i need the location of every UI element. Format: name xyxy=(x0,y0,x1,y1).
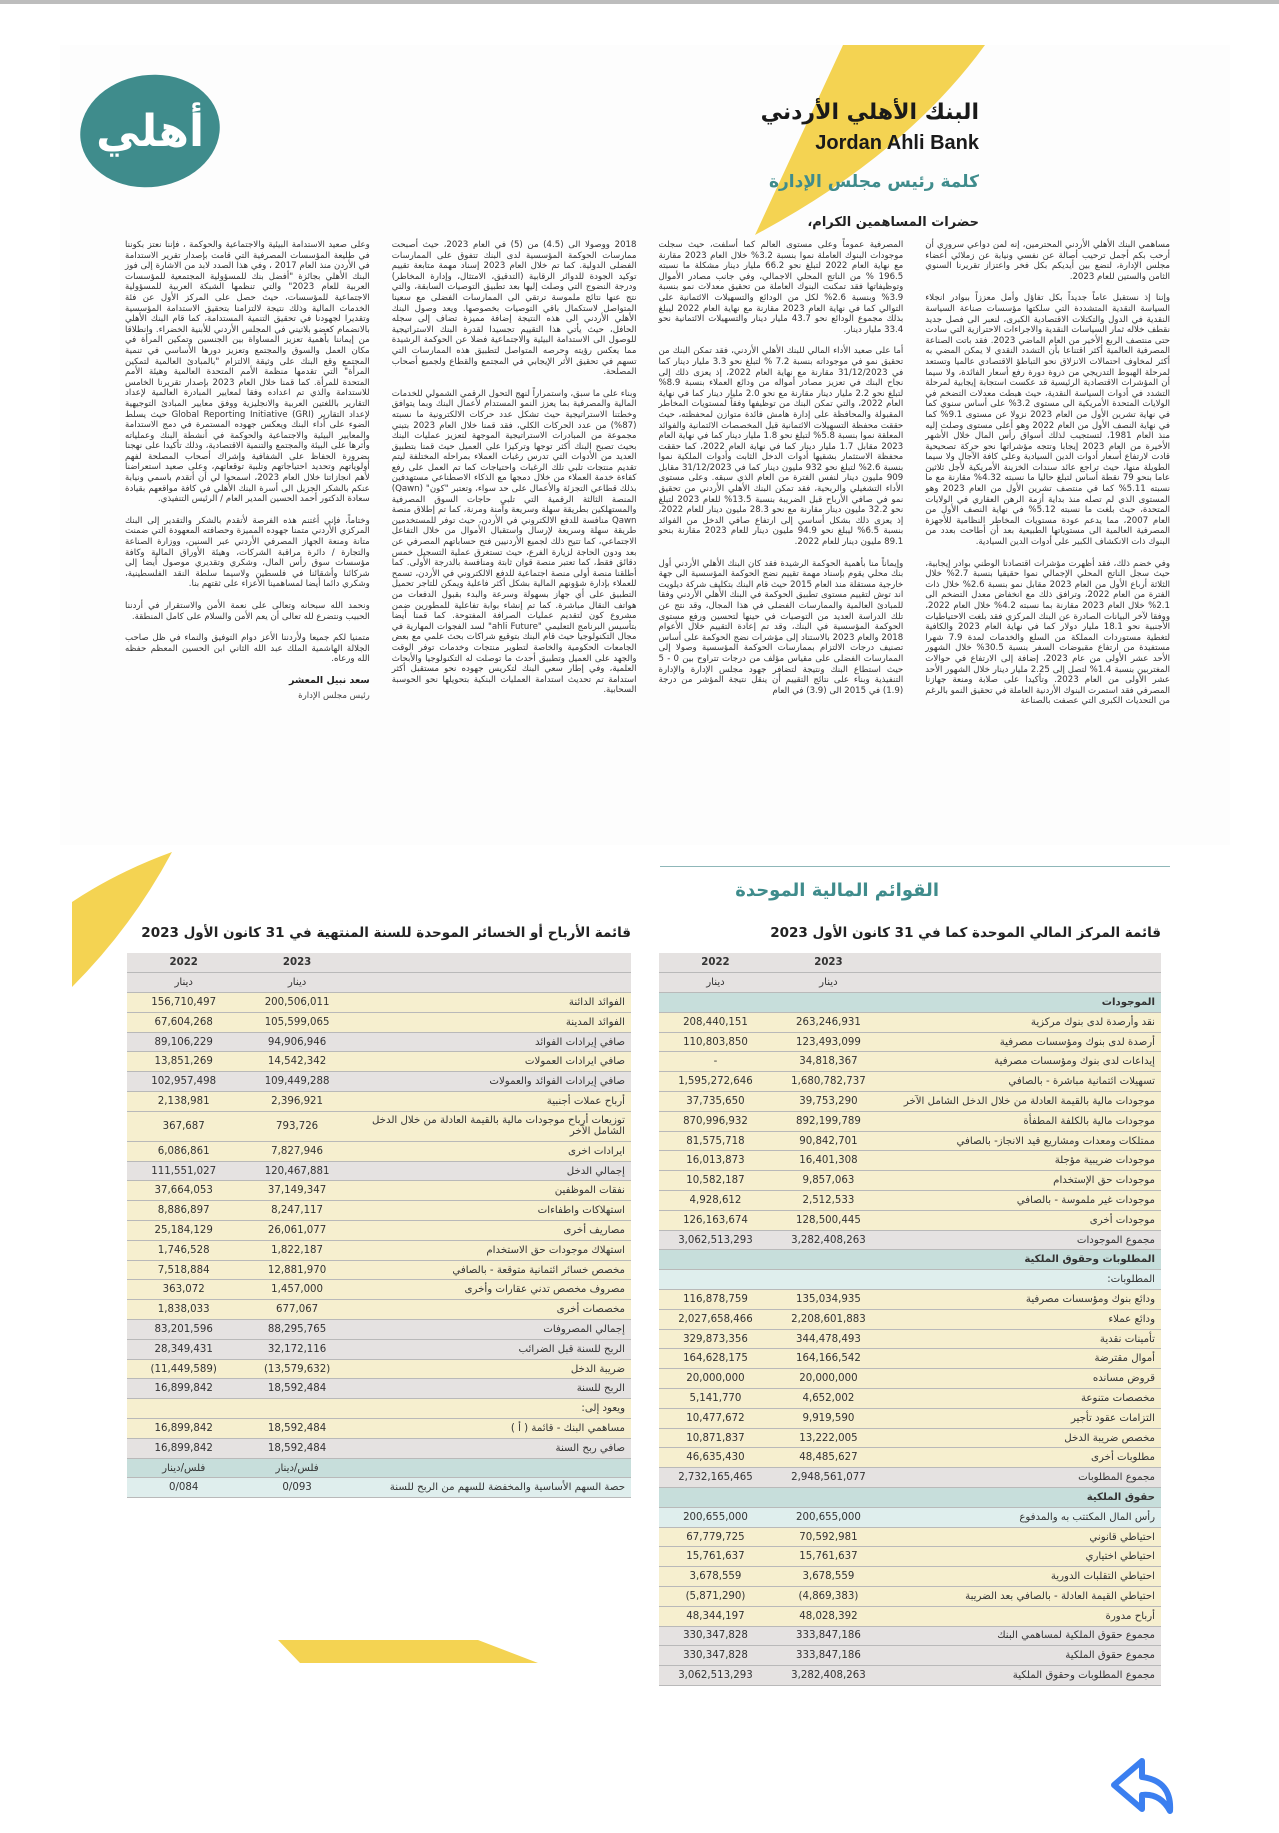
row-label: المطلوبات وحقوق الملكية xyxy=(885,1250,1161,1270)
year-2022-header: 2022 xyxy=(127,953,240,973)
table-row xyxy=(127,1052,631,1072)
table-row xyxy=(659,1191,1161,1211)
table-row xyxy=(659,1606,1161,1626)
row-label: استهلاك موجودات حق الاستخدام xyxy=(354,1240,631,1260)
income-statement-title: قائمة الأرباح أو الخسائر الموحدة للسنة المنتهية في 31 كانون الأول 2023 xyxy=(141,925,631,941)
row-label: صافي ايرادات العمولات xyxy=(354,1052,631,1072)
value-2022: 6,086,861 xyxy=(127,1141,240,1161)
row-label: إيداعات لدى بنوك ومؤسسات مصرفية xyxy=(885,1052,1161,1072)
value-2023: فلس/دينار xyxy=(240,1458,353,1478)
row-label: ويعود إلى: xyxy=(354,1399,631,1419)
value-2022: 3,678,559 xyxy=(659,1567,772,1587)
row-label: تأمينات نقدية xyxy=(885,1329,1161,1349)
signature-name: سعد نبيل المعشر xyxy=(289,674,370,686)
value-2022 xyxy=(659,1250,772,1270)
table-row xyxy=(659,1250,1161,1270)
table-row xyxy=(659,1626,1161,1646)
paragraph: 2018 ووصولا الى (4.5) من (5) في العام 2023، حيث أصبحت ممارسات الحوكمة المؤسسية لدى البنك تتفوق على الممارسات الفضلى الدولية. كما تم خلال العام 2023 إسناد مهمة متابعة تقييم توكيد الجودة للدوائر الرقابية (التدقيق، الامتثال، وإدارة المخاطر) ودرجة النضوج التي وصلت إليها بعد تطبيق التوصيات السابقة، والتي نتج عنها نتائج ملموسة ترتقي الى الممارسات الفضلى مع سعينا المتواصل لاستكمال باقي التوصيات بخصوصها. ويعد وصول البنك الأهلي الأردني الى هذه النتيجة إضافة مميزة تضاف إلى سجله الحافل، حيث يأتي هذا التقييم تجسيدا لقدرة البنك الاستراتيجية للوصول الى الاستدامة البيئية والاجتماعية فضلا عن الحوكمة الرشيدة مما يعكس رؤيته وحرصه المتواصل لتطبيق هذه الممارسات التي تسهم في تحقيق الأثر الإيجابي في المجتمع والقطاع ولجميع أصحاب المصلحة. xyxy=(391,240,637,378)
table-row xyxy=(659,1131,1161,1151)
row-label: مخصصات أخرى xyxy=(354,1300,631,1320)
row-label: موجودات حق الإستخدام xyxy=(885,1171,1161,1191)
table-row xyxy=(127,1260,631,1280)
value-2022: 870,996,932 xyxy=(659,1111,772,1131)
table-row xyxy=(127,1399,631,1419)
table-row xyxy=(659,1389,1161,1409)
value-2023: 3,282,408,263 xyxy=(772,1666,885,1686)
table-row xyxy=(659,1309,1161,1329)
value-2022: 16,013,873 xyxy=(659,1151,772,1171)
value-2022 xyxy=(127,1399,240,1419)
value-2022: 110,803,850 xyxy=(659,1032,772,1052)
unit-2022: دينار xyxy=(127,973,240,993)
row-label: مخصص خسائر ائتمانية متوقعة - بالصافي xyxy=(354,1260,631,1280)
value-2022: 2,138,981 xyxy=(127,1092,240,1112)
row-label: الربح للسنة xyxy=(354,1379,631,1399)
value-2022: 10,582,187 xyxy=(659,1171,772,1191)
value-2022: 3,062,513,293 xyxy=(659,1230,772,1250)
value-2023: 128,500,445 xyxy=(772,1210,885,1230)
row-label: تسهيلات ائتمانية مباشرة - بالصافي xyxy=(885,1072,1161,1092)
value-2023: 32,172,116 xyxy=(240,1339,353,1359)
value-2022: 10,477,672 xyxy=(659,1408,772,1428)
row-label: موجودات مالية بالقيمة العادلة من خلال الدخل الشامل الآخر xyxy=(885,1092,1161,1112)
value-2023: 3,678,559 xyxy=(772,1567,885,1587)
value-2022: 329,873,356 xyxy=(659,1329,772,1349)
row-label: موجودات غير ملموسة - بالصافي xyxy=(885,1191,1161,1211)
section-divider xyxy=(660,866,1170,867)
table-header-units xyxy=(127,973,631,993)
value-2022: 5,141,770 xyxy=(659,1389,772,1409)
row-label: استهلاكات واطفاءات xyxy=(354,1201,631,1221)
letter-column-4 xyxy=(125,240,370,820)
value-2023: 9,919,590 xyxy=(772,1408,885,1428)
value-2022: 15,761,637 xyxy=(659,1547,772,1567)
row-label: ايرادات اخرى xyxy=(354,1141,631,1161)
value-2023: 3,282,408,263 xyxy=(772,1230,885,1250)
table-row xyxy=(659,1369,1161,1389)
table-row xyxy=(659,1349,1161,1369)
unit-2023: دينار xyxy=(772,973,885,993)
table-row xyxy=(659,1072,1161,1092)
value-2022: 46,635,430 xyxy=(659,1448,772,1468)
paragraph: وفي خضم ذلك، فقد أظهرت مؤشرات اقتصادنا الوطني بوادر إيجابية، حيث سجل الناتج المحلي الإجمالي نموا حقيقيا بنسبة 2.7% خلال الثلاثة أرباع الأول من العام 2023 مقابل نمو بنسبة 2.6% خلال ذات الفترة من العام 2022، وترافق ذلك مع انخفاض معدل التضخم الى 2.1% خلال العام 2023 مقارنة بما نسبته 4.2% خلال العام 2022، ووفقا لآخر البيانات الصادرة عن البنك المركزي فقد بلغت الاحتياطيات الأجنبية نحو 18.1 مليار دولار كما في نهاية العام 2023 والكافية لتغطية مستوردات المملكة من السلع والخدمات لمدة 7.9 شهرا مستفيدة من ارتفاع مقبوضات السفر بنسبة 30.5% خلال الشهور الأحد عشر الأولى من عام 2023، إضافة إلى الارتفاع في حوالات المغتربين بنسبة 1.4% لتصل إلى 2.25 مليار دينار خلال الشهور الأحد عشر الأولى من العام 2023. وتأكيدا على صلابة ومنعة جهازنا المصرفي فقد استمرت البنوك الأردنية العاملة في تحقيق النمو بالرغم من التحديات الكبرى التي عصفت بالصناعة xyxy=(925,558,1171,707)
value-2023: 14,542,342 xyxy=(240,1052,353,1072)
value-2022: 4,928,612 xyxy=(659,1191,772,1211)
value-2023: 1,680,782,737 xyxy=(772,1072,885,1092)
row-label: أموال مقترضة xyxy=(885,1349,1161,1369)
value-2023: 2,208,601,883 xyxy=(772,1309,885,1329)
paragraph: وختاماً، فإني أغتنم هذه الفرصة لأتقدم بالشكر والتقدير إلى البنك المركزي الأردني متمنا جهوده المميزة وحصافته المعهودة التي ضمنت متانة ومنعة الجهاز المصرفي الأردني عبر السنين، ووزارة الصناعة والتجارة / دائرة مراقبة الشركات، وهيئة الأوراق المالية وكافة مؤسسات سوق رأس المال، وشكري وتقديري موصول أيضا إلى شركائنا وأشقائنا في فلسطين ولاسيما سلطة النقد الفلسطينية، وشكري دائما أيضا لمساهمينا الأعزاء على ثقتهم بنا. xyxy=(125,515,370,590)
paragraph: وبناء على ما سبق، واستمراراً لنهج التحول الرقمي الشمولي للخدمات المالية والمصرفية بما يعزز النمو المستدام لأعمال البنك وبما يتوافق وخطتنا الاستراتيجية حيث تشكل عدد حركات الالكترونية ما نسبته (87%) من عدد الحركات الكلي، فقد قمنا خلال العام 2023 بتبني مجموعة من المبادرات الاستراتيجية الموجهة لتعزيز عمليات البنك بحيث تصبح البنك أكثر توجها وتركيزا على العميل حيث قمنا بتطبيق العديد من الأدوات التي تدرس رغبات العملاء بمراحله المختلفة ليتم تقديم منتجات تلبي تلك الرغبات واحتياجات كما تم العمل على رفع كفاءة خدمة العملاء من خلال دمجها مع الذكاء الاصطناعي مستهدفين بذلك قطاعي التجزئة والأعمال على حد سواء، وتعتبر "كون" (Qawn) المنصة الثالثة الرقمية التي تلبي حاجات السوق المصرفية والمستهلكين بطريقة سهلة وسريعة وآمنة ومرنة، كما تم إطلاق منصة Qawn منافسة للدفع الالكتروني في الأردن، حيث توفر للمستخدمين طريقة سهلة وسريعة لإرسال واستقبال الأموال من خلال التفاعل الاجتماعي، كما تتيح ذلك لجميع الأردنيين فتح حساباتهم المصرفي عن بعد ودون الحاجة لزيارة الفرع، حيث تستغرق عملية التسجيل خمس دقائق فقط، كما تعتبر منصة قوان ثابتة ومنافسة بالدرجة الأولى. كما أطلقنا منصة أولى منصة اجتماعية للدفع الالكتروني في الأردن، تسمح للعملاء بإدارة شؤونهم المالية بشكل أكثر فاعلية ويمكن للتاجر تحميل التطبيق على أي جهاز بسهولة وسرعة والبدء بقبول الدفعات من هواتف النقال مباشرة. كما تم إنشاء بوابة تفاعلية للمطورين ضمن مشروع كون لتقديم عمليات الصرافة المفتوحة. كما قمنا أيضا بتأسيس البرنامج التعليمي "ahli Future" لسد الفجوات المهارية في مجال التكنولوجيا حيث قام البنك بتوقيع شراكات بحث علمي مع بعض الجامعات الحكومية والخاصة لتطوير منتجات وخدمات توفر الوقت والجهد على العميل وتطبيق أحدث ما توصلت له التكنولوجيا والأبحاث العلمية، وفي إطار سعي البنك لتكريس جهوده نحو مستقبل أكثر استدامة تم تحديث استدامة العمليات البنكية بتحويلها نحو الحوسبة السحابية. xyxy=(391,388,637,696)
value-2023: 892,199,789 xyxy=(772,1111,885,1131)
income-statement-table xyxy=(127,953,631,1498)
year-2022-header: 2022 xyxy=(659,953,772,973)
paragraph: وإيماناً منا بأهمية الحوكمة الرشيدة فقد كان البنك الأهلي الأردني أول بنك محلي يقوم بإسناد مهمة تقييم نضج الحوكمة المؤسسية الى جهة خارجية مستقلة منذ العام 2015 حيث قام البنك بتكليف شركة ديلويت اند توش لتقييم مستوى تطبيق الحوكمة في البنك الأهلي الأردني وفقا للمبادئ العالمية والممارسات الفضلى في هذا المجال، وقد نتج عن تلك الدراسة العديد من التوصيات في حينها لتحسين ورفع مستوى الحوكمة المؤسسية في البنك، وقد تم إعادة التقييم خلال الأعوام 2018 والعام 2023 بالاستناد إلى مؤشرات نضج الحوكمة على أساس تصنيف درجات الالتزام بممارسات الحوكمة المؤسسية وصولا إلى الممارسات الفضلى على مقياس مؤلف من درجات تتراوح بين 0 - 5 حيث استطاع البنك ونتيجة لتضافر جهود مجلس الإدارة والإدارة التنفيذية وبناء على نتائج التقييم أن ينقل نتيجة المؤشر من درجة (1.9) في 2015 الى (3.9) في العام xyxy=(658,558,904,696)
value-2023: 200,655,000 xyxy=(772,1507,885,1527)
table-header-years xyxy=(659,953,1161,973)
value-2022: 1,595,272,646 xyxy=(659,1072,772,1092)
letter-columns xyxy=(125,240,1170,820)
row-label: توزيعات أرباح موجودات مالية بالقيمة العادلة من خلال الدخل الشامل الآخر xyxy=(354,1111,631,1141)
value-2022: 126,163,674 xyxy=(659,1210,772,1230)
value-2023: 1,457,000 xyxy=(240,1280,353,1300)
value-2022: (5,871,290) xyxy=(659,1587,772,1607)
value-2023: 34,818,367 xyxy=(772,1052,885,1072)
value-2023: 18,592,484 xyxy=(240,1438,353,1458)
table-row xyxy=(127,1111,631,1141)
value-2023: 94,906,946 xyxy=(240,1032,353,1052)
value-2023: 677,067 xyxy=(240,1300,353,1320)
table-row xyxy=(127,993,631,1013)
row-label: موجودات ضريبية مؤجلة xyxy=(885,1151,1161,1171)
value-2023: 120,467,881 xyxy=(240,1161,353,1181)
table-row xyxy=(127,1478,631,1498)
row-label: إجمالي الدخل xyxy=(354,1161,631,1181)
row-label: ودائع عملاء xyxy=(885,1309,1161,1329)
row-label: موجودات أخرى xyxy=(885,1210,1161,1230)
value-2022: 2,732,165,465 xyxy=(659,1468,772,1488)
row-label: أرصدة لدى بنوك ومؤسسات مصرفية xyxy=(885,1032,1161,1052)
header-label-cell xyxy=(354,953,631,973)
row-label: مخصصات متنوعة xyxy=(885,1389,1161,1409)
table-row xyxy=(659,1171,1161,1191)
value-2023: (4,869,383) xyxy=(772,1587,885,1607)
value-2023: 4,652,002 xyxy=(772,1389,885,1409)
table-row xyxy=(127,1161,631,1181)
row-label: الفوائد المدينة xyxy=(354,1012,631,1032)
table-row xyxy=(127,1280,631,1300)
table-row xyxy=(127,1201,631,1221)
table-row xyxy=(127,1379,631,1399)
row-label: ضريبة الدخل xyxy=(354,1359,631,1379)
value-2023: 164,166,542 xyxy=(772,1349,885,1369)
value-2022: 2,027,658,466 xyxy=(659,1309,772,1329)
paragraph: وعلى صعيد الاستدامة البيئية والاجتماعية والحوكمة ، فإننا نعتز بكوننا في طليعة المؤسسات المصرفية التي قامت بإصدار تقرير الاستدامة في الأردن منذ العام 2017 ، وفي هذا الصدد لابد من الاشارة إلى فوز البنك الأهلي بجائزة "أفضل بنك للمسؤولية المجتمعية للمؤسسات العربية للعام 2023" والتي تنظمها الشبكة العربية للمسؤولية الاجتماعية للمؤسسات، حيث حصل على المركز الأول عن فئة الخدمات المالية وذلك نتيجة لالتزامنا بتحقيق الاستدامة المؤسسية وتقديرا لجهودنا في تحقيق التنمية المستدامة، كما قام البنك الأهلي بالانضمام كعضو بلاتيني في المجلس الأردني للأبنية الخضراء. وانطلاقا من إيماننا بأهمية تعزيز المساواة بين الجنسين وتمكين المرأة في مكان العمل والسوق والمجتمع وتعزيز دورها الأساسي في تنمية المجتمع وقع البنك على وثيقة الالتزام "بالمبادئ العالمية لتمكين المرأة" التي تقدمها منظمة الأمم المتحدة العالمية وهيئة الأمم المتحدة للمرأة. كما قمنا خلال العام 2023 بإصدار تقريرنا الخامس للاستدامة والذي تم اعداده وفقا لمعايير المبادرة العالمية لإعداد التقارير باللغتين العربية والانجليزية ووفق معايير المبادئ التوجيهية لإعداد التقارير Global Reporting Initiative (GRI) حيث يسلط الضوء على أداء البنك ويعكس جهوده المستمرة في دمج الاستدامة والمعايير البيئية والاجتماعية والحوكمة في أنشطة البنك وعملياته وأثرها على البيئة والمجتمع والتنمية الاقتصادية، وذلك تأكيدا على نهجنا بضرورة الحفاظ على الشفافية وإشراك أصحاب المصلحة لفهم أولوياتهم وتحديد احتياجاتهم وتلبية توقعاتهم، وعلى صعيد استعراضنا لأهم انجازاتنا خلال العام 2023، اسمحوا لي أن أتقدم باسمي ونيابة عنكم بالشكر الجزيل الى أسرة البنك الأهلي في كافة مواقعهم بقيادة سعادة الدكتور أحمد الحسين المدير العام / الرئيس التنفيذي. xyxy=(125,240,370,505)
value-2023: 39,753,290 xyxy=(772,1092,885,1112)
value-2023: 123,493,099 xyxy=(772,1032,885,1052)
value-2023: 13,222,005 xyxy=(772,1428,885,1448)
value-2023: 1,822,187 xyxy=(240,1240,353,1260)
value-2022: 330,347,828 xyxy=(659,1646,772,1666)
letter-column-1 xyxy=(925,240,1170,820)
table-row xyxy=(127,1339,631,1359)
value-2023: 48,485,627 xyxy=(772,1448,885,1468)
value-2022: 116,878,759 xyxy=(659,1290,772,1310)
table-row xyxy=(127,1072,631,1092)
table-row xyxy=(659,1290,1161,1310)
table-row xyxy=(659,1151,1161,1171)
table-row xyxy=(659,993,1161,1013)
financials-section-title: القوائم المالية الموحدة xyxy=(735,880,939,901)
bank-name-english: Jordan Ahli Bank xyxy=(815,132,979,154)
value-2022 xyxy=(659,1488,772,1508)
value-2023: 0/093 xyxy=(240,1478,353,1498)
signature-role: رئيس مجلس الإدارة xyxy=(298,690,370,701)
row-label: احتياطي القيمة العادلة - بالصافي بعد الضريبة xyxy=(885,1587,1161,1607)
value-2023: 20,000,000 xyxy=(772,1369,885,1389)
reply-arrow-icon[interactable] xyxy=(1108,1755,1180,1817)
row-label: مجموع المطلوبات xyxy=(885,1468,1161,1488)
row-label: قروض مسانده xyxy=(885,1369,1161,1389)
value-2023: 12,881,970 xyxy=(240,1260,353,1280)
table-row xyxy=(659,1230,1161,1250)
value-2023: 793,726 xyxy=(240,1111,353,1141)
row-label: المطلوبات: xyxy=(885,1270,1161,1290)
value-2023: 333,847,186 xyxy=(772,1646,885,1666)
value-2023: 26,061,077 xyxy=(240,1221,353,1241)
table-row xyxy=(659,1567,1161,1587)
table-row xyxy=(127,1221,631,1241)
row-label: إجمالي المصروفات xyxy=(354,1320,631,1340)
row-label: ممتلكات ومعدات ومشاريع قيد الانجاز- بالصافي xyxy=(885,1131,1161,1151)
value-2023: 344,478,493 xyxy=(772,1329,885,1349)
value-2022: 3,062,513,293 xyxy=(659,1666,772,1686)
value-2022: 7,518,884 xyxy=(127,1260,240,1280)
value-2023 xyxy=(772,1488,885,1508)
row-label: حقوق الملكية xyxy=(885,1488,1161,1508)
row-label: مساهمي البنك - قائمة ( أ ) xyxy=(354,1419,631,1439)
value-2022: 1,838,033 xyxy=(127,1300,240,1320)
value-2022: 200,655,000 xyxy=(659,1507,772,1527)
unit-label-cell xyxy=(885,973,1161,993)
value-2023: 135,034,935 xyxy=(772,1290,885,1310)
yellow-accent-shape xyxy=(278,1640,538,1680)
row-label: صافي إيرادات الفوائد والعمولات xyxy=(354,1072,631,1092)
unit-2022: دينار xyxy=(659,973,772,993)
row-label: موجودات مالية بالكلفة المطفأة xyxy=(885,1111,1161,1131)
table-header-years xyxy=(127,953,631,973)
value-2022: 20,000,000 xyxy=(659,1369,772,1389)
table-row xyxy=(127,1181,631,1201)
value-2022: 16,899,842 xyxy=(127,1419,240,1439)
header-label-cell xyxy=(885,953,1161,973)
row-label: نفقات الموظفين xyxy=(354,1181,631,1201)
value-2022: 16,899,842 xyxy=(127,1379,240,1399)
table-row xyxy=(659,1428,1161,1448)
row-label: احتياطي التقلبات الدورية xyxy=(885,1567,1161,1587)
value-2022: 81,575,718 xyxy=(659,1131,772,1151)
table-row xyxy=(659,1329,1161,1349)
paragraph: وإننا إذ نستقبل عاماً جديداً بكل تفاؤل وأمل معززاً ببوادر انجلاء السياسة النقدية المتشددة التي سلكتها مؤسسات صناعة السياسة النقدية في الدول والتكتلات الاقتصادية الكبرى، لنعبر الى فصل جديد نقطف خلاله ثمار السياسات النقدية والاجراءات الاحترازية التي سادت حتى منتصف الربع الأخير من العام الماضي 2023. فقد باتت الصناعة المصرفية العالمية أكثر اقتناعا بأن التشدد النقدي لا يمكن المضي به أكثر لمخاوف احتمالات الانزلاق نحو التباطؤ الاقتصادي عالميا وتستعد لمرحلة الهبوط التدريجي من ذروة دورة رفع أسعار الفائدة، ولا سيما أن المؤشرات الاقتصادية الرئيسية قد عكست استجابة إيجابية لمرحلة التشدد في أدوات السياسة النقدية، حيث هبطت معدلات التضخم في الولايات المتحدة الأمريكية الى مستوى 3.2% على أساس سنوي كما في نهاية تشرين الأول من العام 2023 نزولا عن مستوى 9.1% كما في نهاية النصف الأول من العام 2022 وهو أعلى مستوى وصلت إليه منذ العام 1981، لتستجيب لذلك أسواق رأس المال خلال الأشهر الأخيرة من العام 2023 إيجابا وتتجه مؤشراتها نحو حركة تصحيحية قادت لارتفاع أسعار أدوات الدين السيادية وعلى كافة الآجال ولا سيما الطويلة منها، حيث تراجع عائد سندات الخزينة الأمريكية لأجل ثلاثين عاما بنحو 79 نقطة أساس لتبلغ حاليا ما نسبته 4.32% مقارنة مع ما نسبته 5.11% كما في منتصف تشرين الأول من العام 2023 وهو المستوى الذي لم تصله منذ بداية أزمة الرهن العقاري في الولايات المتحدة، حيث بلغت ما نسبته 5.12% في نهاية النصف الأول من العام 2007، مما يدعم عودة مستويات المخاطر النظامية للأجهزة المصرفية العالمية الى مستوياتها الطبيعية بعد أن أطاحت بعدد من البنوك ذات الانكشاف الكبير على أدوات الدين السيادية. xyxy=(925,293,1171,548)
value-2023: 2,948,561,077 xyxy=(772,1468,885,1488)
value-2022: 25,184,129 xyxy=(127,1221,240,1241)
table-row xyxy=(127,1359,631,1379)
value-2022: 164,628,175 xyxy=(659,1349,772,1369)
value-2023: 2,512,533 xyxy=(772,1191,885,1211)
row-label: الموجودات xyxy=(885,993,1161,1013)
row-label: التزامات عقود تأجير xyxy=(885,1408,1161,1428)
value-2022: 0/084 xyxy=(127,1478,240,1498)
value-2022: 10,871,837 xyxy=(659,1428,772,1448)
table-row xyxy=(127,1240,631,1260)
table-row xyxy=(659,1092,1161,1112)
value-2023: 18,592,484 xyxy=(240,1419,353,1439)
value-2022: 367,687 xyxy=(127,1111,240,1141)
value-2022: 28,349,431 xyxy=(127,1339,240,1359)
row-label: حصة السهم الأساسية والمخفضة للسهم من الربح للسنة xyxy=(354,1478,631,1498)
value-2023: 18,592,484 xyxy=(240,1379,353,1399)
value-2023: 90,842,701 xyxy=(772,1131,885,1151)
value-2022: (11,449,589) xyxy=(127,1359,240,1379)
table-row xyxy=(659,1646,1161,1666)
paragraph: ونحمد الله سبحانه وتعالى على نعمة الأمن والاستقرار في أردننا الحبيب ونتضرع لله تعالى أن يعم الأمن والسلام على كامل المنطقة. xyxy=(125,601,370,622)
table-row xyxy=(127,1012,631,1032)
value-2022: 37,664,053 xyxy=(127,1181,240,1201)
letter-column-3 xyxy=(392,240,637,820)
row-label: مجموع الموجودات xyxy=(885,1230,1161,1250)
value-2023: 7,827,946 xyxy=(240,1141,353,1161)
table-row xyxy=(659,1666,1161,1686)
table-row xyxy=(127,1141,631,1161)
row-label: مجموع حقوق الملكية لمساهمي البنك xyxy=(885,1626,1161,1646)
value-2022 xyxy=(659,1270,772,1290)
table-row xyxy=(127,1092,631,1112)
table-row xyxy=(659,1527,1161,1547)
table-row xyxy=(659,1270,1161,1290)
table-row xyxy=(659,1547,1161,1567)
row-label: رأس المال المكتتب به والمدفوع xyxy=(885,1507,1161,1527)
value-2022: 1,746,528 xyxy=(127,1240,240,1260)
row-label: مطلوبات أخرى xyxy=(885,1448,1161,1468)
value-2022: 37,735,650 xyxy=(659,1092,772,1112)
paragraph: مساهمي البنك الأهلي الأردني المحترمين، إنه لمن دواعي سروري أن أرحب بكم أجمل ترحيب أصالة عن نفسي ونيابة عن زملائي أعضاء مجلس الإدارة، لنضع بين أيديكم بكل فخر واعتزاز تقريرنا السنوي الثامن والستين للعام 2023. xyxy=(925,240,1170,282)
table-row xyxy=(127,1419,631,1439)
row-label: نقد وأرصدة لدى بنوك مركزية xyxy=(885,1012,1161,1032)
table-row xyxy=(659,1468,1161,1488)
logo-text: أهلي xyxy=(95,105,205,157)
unit-2023: دينار xyxy=(240,973,353,993)
value-2022: 67,604,268 xyxy=(127,1012,240,1032)
row-label: مخصص ضريبة الدخل xyxy=(885,1428,1161,1448)
value-2023: 37,149,347 xyxy=(240,1181,353,1201)
row-label: احتياطي اختياري xyxy=(885,1547,1161,1567)
year-2023-header: 2023 xyxy=(240,953,353,973)
row-label: ودائع بنوك ومؤسسات مصرفية xyxy=(885,1290,1161,1310)
year-2023-header: 2023 xyxy=(772,953,885,973)
value-2023: 109,449,288 xyxy=(240,1072,353,1092)
value-2023 xyxy=(772,1270,885,1290)
value-2023: 263,246,931 xyxy=(772,1012,885,1032)
value-2022: 208,440,151 xyxy=(659,1012,772,1032)
greeting: حضرات المساهمين الكرام، xyxy=(807,215,979,230)
table-row xyxy=(659,1587,1161,1607)
row-label: احتياطي قانوني xyxy=(885,1527,1161,1547)
value-2023: 15,761,637 xyxy=(772,1547,885,1567)
table-row xyxy=(127,1438,631,1458)
value-2023: 105,599,065 xyxy=(240,1012,353,1032)
row-label: أرباح مدورة xyxy=(885,1606,1161,1626)
value-2023 xyxy=(772,1250,885,1270)
table-row xyxy=(127,1300,631,1320)
table-row xyxy=(127,1032,631,1052)
table-row xyxy=(127,1458,631,1478)
table-header-units xyxy=(659,973,1161,993)
bank-name-arabic: البنك الأهلي الأردني xyxy=(760,100,979,125)
value-2023: 88,295,765 xyxy=(240,1320,353,1340)
row-label: مصروف مخصص تدني عقارات وأخرى xyxy=(354,1280,631,1300)
table-row xyxy=(659,1210,1161,1230)
unit-label-cell xyxy=(354,973,631,993)
value-2023: 48,028,392 xyxy=(772,1606,885,1626)
value-2022: فلس/دينار xyxy=(127,1458,240,1478)
value-2023: 16,401,308 xyxy=(772,1151,885,1171)
value-2022: 363,072 xyxy=(127,1280,240,1300)
value-2022: 156,710,497 xyxy=(127,993,240,1013)
value-2022: - xyxy=(659,1052,772,1072)
value-2022: 13,851,269 xyxy=(127,1052,240,1072)
row-label: صافي ربح السنة xyxy=(354,1438,631,1458)
value-2022: 8,886,897 xyxy=(127,1201,240,1221)
value-2023 xyxy=(772,993,885,1013)
row-label xyxy=(354,1458,631,1478)
row-label: صافي إيرادات الفوائد xyxy=(354,1032,631,1052)
value-2023: 333,847,186 xyxy=(772,1626,885,1646)
value-2023: 8,247,117 xyxy=(240,1201,353,1221)
table-row xyxy=(659,1448,1161,1468)
table-row xyxy=(659,1507,1161,1527)
paragraph: المصرفية عموماً وعلى مستوى العالم كما أسلفت، حيث سجلت موجودات البنوك العاملة نموا بنسبة 3.2% خلال العام 2023 مقارنة مع نهاية العام 2022 لتبلغ نحو 66.2 مليار دينار مشكلة ما نسبته 196.5 % من الناتج المحلي الاجمالي، وفي جانب مصادر الأموال وتوظيفاتها فقد تمكنت البنوك العاملة من تحقيق معدلات نمو بنسبة 3.9% وبنسبة 2.6% لكل من الودائع والتسهيلات الائتمانية على التوالي كما في نهاية العام 2023 مقارنة مع نهاية العام 2022 ليبلغ بذلك مجموع الودائع نحو 43.7 مليار دينار والتسهيلات الائتمانية نحو 33.4 مليار دينار. xyxy=(658,240,904,335)
value-2022: 102,957,498 xyxy=(127,1072,240,1092)
table-row xyxy=(659,1111,1161,1131)
value-2022 xyxy=(659,993,772,1013)
value-2023: (13,579,632) xyxy=(240,1359,353,1379)
value-2023: 9,857,063 xyxy=(772,1171,885,1191)
value-2022: 330,347,828 xyxy=(659,1626,772,1646)
paragraph: متمنيا لكم جميعا ولأردننا الأعز دوام التوفيق والنماء في ظل صاحب الجلالة الهاشمية الملك عبد الله الثاني ابن الحسين المعظم حفظه الله ورعاه. xyxy=(125,633,370,665)
letter-column-2 xyxy=(659,240,904,820)
value-2022: 83,201,596 xyxy=(127,1320,240,1340)
letter-title: كلمة رئيس مجلس الإدارة xyxy=(768,172,979,192)
table-row xyxy=(659,1032,1161,1052)
paragraph: أما على صعيد الأداء المالي للبنك الأهلي الأردني، فقد تمكن البنك من تحقيق نمو في موجوداته بنسبة 7.2 % لتبلغ نحو 3.3 مليار دينار كما في 31/12/2023 مقارنة مع نهاية العام 2022، إذ يعزى ذلك إلى نجاح البنك في تعزيز مصادر أمواله من ودائع العملاء بنسبة 8.9% لتبلغ نحو 2.2 مليار دينار مقارنة مع نحو 2.0 مليار دينار كما في نهاية العام 2022، والتي تمكن البنك من توظيفها وفقاً لمستويات المخاطر المقبولة والمحافظة على إدارة هامش فائدة متوازن لمحفظته، حيث حققت محفظة التسهيلات الائتمانية قبل المخصصات الائتمانية والفوائد المعلقة نموا بنسبة 5.8% لتبلغ نحو 1.8 مليار دينار كما في نهاية العام 2023 مقابل 1.7 مليار دينار كما في نهاية العام 2022، كما حققت محفظة الاستثمار بشقيها أدوات الدخل الثابت وأدوات الملكية نموا بنسبة 2.6% لتبلغ نحو 932 مليون دينار كما في 31/12/2023 مقابل 909 مليون دينار لنفس الفترة من العام الذي سبقه. وعلى مستوى الأداء التشغيلي والربحية، فقد تمكن البنك الأهلي الأردني من تحقيق نمو في صافي الأرباح قبل الضريبة بنسبة 13.5% للعام 2023 لتبلغ نحو 32.2 مليون دينار مقارنة مع نحو 28.3 مليون دينار للعام 2022، إذ يعزى ذلك بشكل أساسي إلى ارتفاع صافي الدخل من الفوائد بنسبة 6.5% ليبلغ نحو 94.9 مليون دينار للعام 2023 مقارنة بنحو 89.1 مليون دينار للعام 2022. xyxy=(658,346,904,548)
value-2022: 48,344,197 xyxy=(659,1606,772,1626)
value-2023: 70,592,981 xyxy=(772,1527,885,1547)
value-2023: 2,396,921 xyxy=(240,1092,353,1112)
table-row xyxy=(659,1488,1161,1508)
value-2022: 16,899,842 xyxy=(127,1438,240,1458)
value-2023: 200,506,011 xyxy=(240,993,353,1013)
row-label: الربح للسنة قبل الضرائب xyxy=(354,1339,631,1359)
row-label: أرباح عملات أجنبية xyxy=(354,1092,631,1112)
balance-sheet-title: قائمة المركز المالي الموحدة كما في 31 كانون الأول 2023 xyxy=(770,925,1161,941)
value-2022: 111,551,027 xyxy=(127,1161,240,1181)
value-2022: 67,779,725 xyxy=(659,1527,772,1547)
row-label: مجموع المطلوبات وحقوق الملكية xyxy=(885,1666,1161,1686)
table-row xyxy=(659,1012,1161,1032)
top-border xyxy=(0,0,1279,4)
row-label: الفوائد الدائنة xyxy=(354,993,631,1013)
table-row xyxy=(659,1052,1161,1072)
value-2023 xyxy=(240,1399,353,1419)
row-label: مجموع حقوق الملكية xyxy=(885,1646,1161,1666)
balance-sheet-table xyxy=(659,953,1161,1686)
row-label: مصاريف أخرى xyxy=(354,1221,631,1241)
value-2022: 89,106,229 xyxy=(127,1032,240,1052)
table-row xyxy=(127,1320,631,1340)
table-row xyxy=(659,1408,1161,1428)
